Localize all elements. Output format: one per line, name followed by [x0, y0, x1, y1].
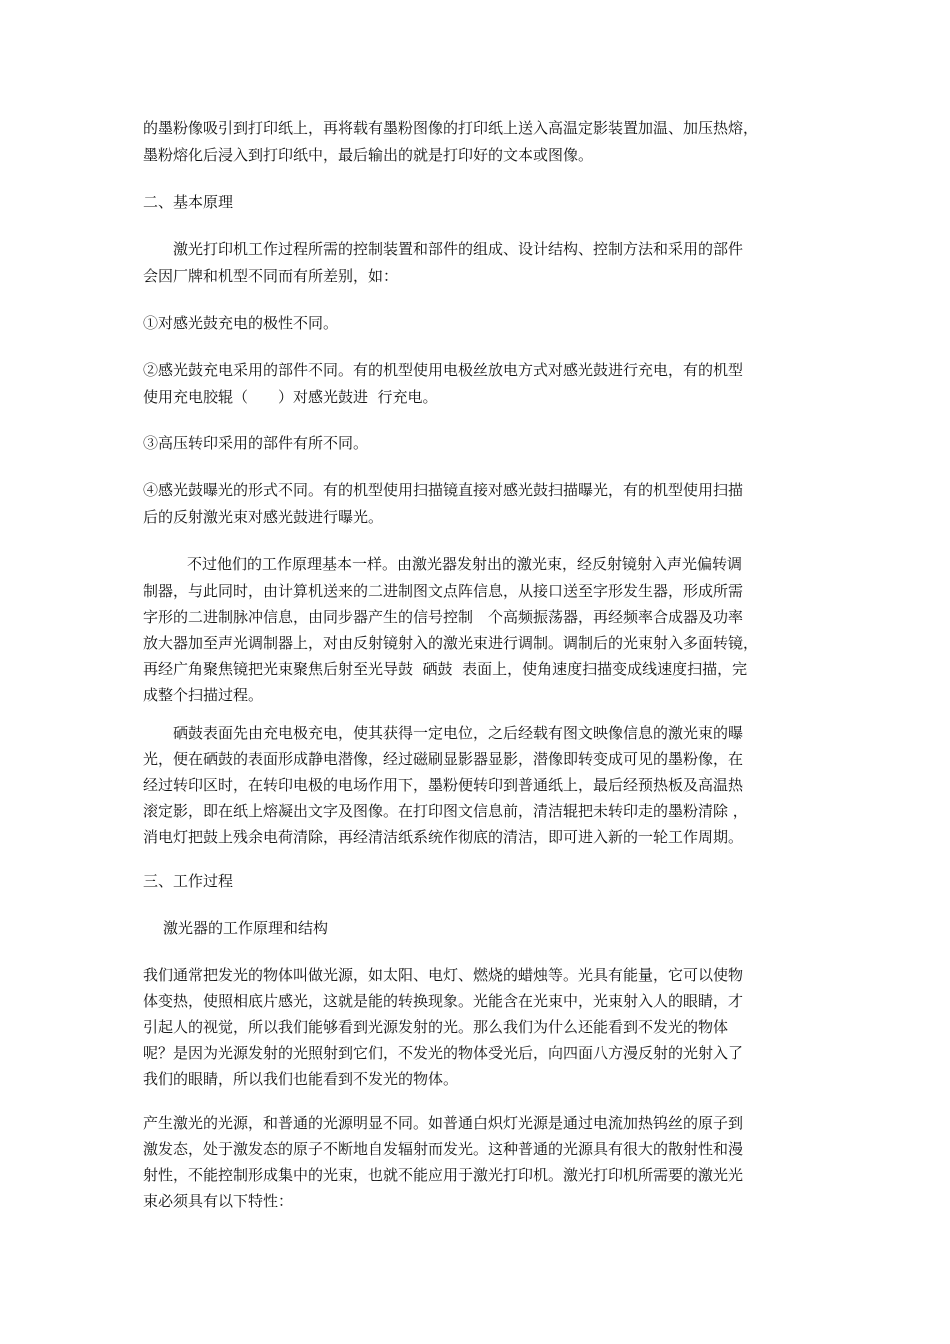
- list-item: 后的反射激光束对感光鼓进行曝光。: [143, 508, 384, 526]
- subsection-heading: 激光器的工作原理和结构: [163, 919, 329, 937]
- paragraph-line: 我们通常把发光的物体叫做光源，如太阳、电灯、燃烧的蜡烛等。光具有能量，它可以使物: [143, 966, 744, 984]
- paragraph-line: 射性，不能控制形成集中的光束，也就不能应用于激光打印机。激光打印机所需要的激光光: [143, 1166, 744, 1184]
- list-item: ③高压转印采用的部件有所不同。: [143, 434, 369, 452]
- paragraph-line: 光，便在硒鼓的表面形成静电潜像，经过磁刷显影器显影，潜像即转变成可见的墨粉像，在: [143, 750, 744, 768]
- paragraph-line: 的墨粉像吸引到打印纸上，再将载有墨粉图像的打印纸上送入高温定影装置加温、加压热熔，: [143, 119, 759, 137]
- paragraph-line: 激发态，处于激发态的原子不断地自发辐射而发光。这种普通的光源具有很大的散射性和漫: [143, 1140, 744, 1158]
- paragraph-line: 字形的二进制脉冲信息，由同步器产生的信号控制 个高频振荡器，再经频率合成器及功率: [143, 608, 744, 626]
- list-item: ④感光鼓曝光的形式不同。有的机型使用扫描镜直接对感光鼓扫描曝光，有的机型使用扫描: [143, 481, 744, 499]
- paragraph-line: 不过他们的工作原理基本一样。由激光器发射出的激光束，经反射镜射入声光偏转调: [187, 555, 743, 573]
- paragraph-line: 我们的眼睛，所以我们也能看到不发光的物体。: [143, 1070, 459, 1088]
- paragraph-line: 引起人的视觉，所以我们能够看到光源发射的光。那么我们为什么还能看到不发光的物体: [143, 1018, 729, 1036]
- paragraph-line: 硒鼓表面先由充电极充电，使其获得一定电位，之后经载有图文映像信息的激光束的曝: [173, 724, 744, 742]
- paragraph-line: 经过转印区时，在转印电极的电场作用下，墨粉便转印到普通纸上，最后经预热板及高温热: [143, 776, 744, 794]
- paragraph-line: 束必须具有以下特性：: [143, 1192, 294, 1210]
- section-heading: 二、基本原理: [143, 193, 234, 211]
- paragraph-line: 产生激光的光源，和普通的光源明显不同。如普通白炽灯光源是通过电流加热钨丝的原子到: [143, 1114, 744, 1132]
- paragraph-line: 墨粉熔化后浸入到打印纸中，最后输出的就是打印好的文本或图像。: [143, 146, 594, 164]
- paragraph-line: 消电灯把鼓上残余电荷清除，再经清洁纸系统作彻底的清洁，即可进入新的一轮工作周期。: [143, 828, 744, 846]
- paragraph-line: 放大器加至声光调制器上，对由反射镜射入的激光束进行调制。调制后的光束射入多面转镜，: [143, 634, 759, 652]
- paragraph-line: 体变热，使照相底片感光，这就是能的转换现象。光能含在光束中，光束射入人的眼睛，才: [143, 992, 744, 1010]
- paragraph-line: 呢？是因为光源发射的光照射到它们，不发光的物体受光后，向四面八方漫反射的光射入了: [143, 1044, 744, 1062]
- paragraph-line: 激光打印机工作过程所需的控制装置和部件的组成、设计结构、控制方法和采用的部件: [173, 240, 744, 258]
- section-heading: 三、工作过程: [143, 872, 234, 890]
- paragraph-line: 成整个扫描过程。: [143, 686, 264, 704]
- list-item: ①对感光鼓充电的极性不同。: [143, 314, 339, 332]
- paragraph-line: 制器，与此同时，由计算机送来的二进制图文点阵信息，从接口送至字形发生器，形成所需: [143, 582, 744, 600]
- list-item: 使用充电胶辊（ ）对感光鼓进 行充电。: [143, 388, 438, 406]
- list-item: ②感光鼓充电采用的部件不同。有的机型使用电极丝放电方式对感光鼓进行充电，有的机型: [143, 361, 744, 379]
- paragraph-line: 滚定影，即在纸上熔凝出文字及图像。在打印图文信息前，清洁辊把未转印走的墨粉清除 ，: [143, 802, 748, 820]
- paragraph-line: 会因厂牌和机型不同而有所差别，如：: [143, 267, 399, 285]
- paragraph-line: 再经广角聚焦镜把光束聚焦后射至光导鼓 硒鼓 表面上，使角速度扫描变成线速度扫描，完: [143, 660, 748, 678]
